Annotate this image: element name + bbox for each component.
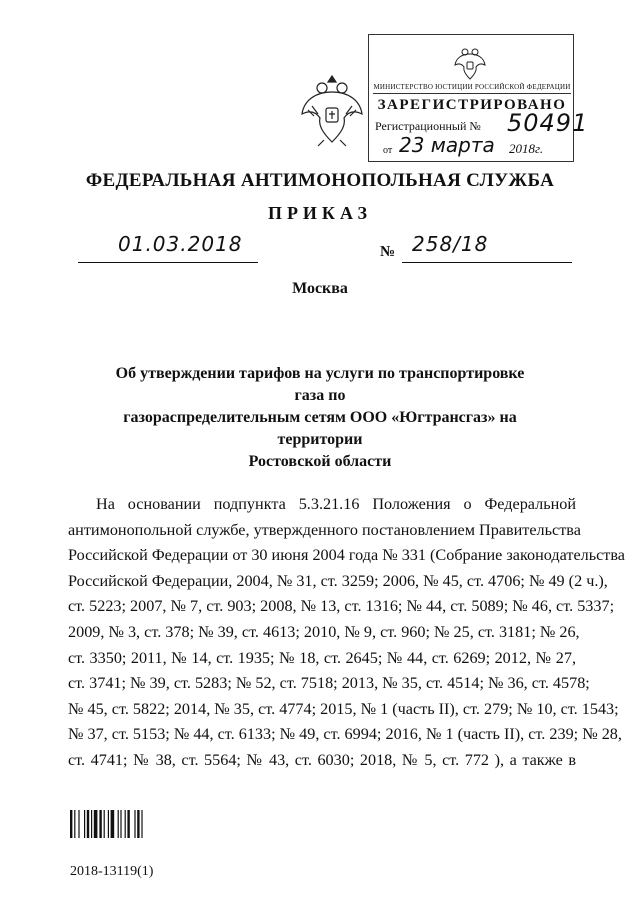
subject-line: Об утверждении тарифов на услуги по транспортировке газа по — [115, 365, 525, 404]
body-line: антимонопольной службе, утвержденного постановлением Правительства — [68, 520, 581, 539]
stamp-emblem-icon — [451, 43, 489, 83]
body-line: ст. 3350; 2011, № 14, ст. 1935; № 18, ст. 2645; № 44, ст. 6269; 2012, № 27, — [68, 648, 576, 667]
stamp-regyear: 2018г. — [509, 141, 544, 156]
stamp-regdate: 23 марта — [399, 133, 495, 157]
city: Москва — [292, 280, 348, 297]
subject-line: газораспределительным сетям ООО «Югтрансгаз» на территории — [123, 409, 517, 448]
body-line: № 37, ст. 5153; № 44, ст. 6133; № 49, ст. 6994; 2016, № 1 (часть II), ст. 239; № 28, — [68, 725, 622, 744]
document-date: 01.03.2018 — [118, 232, 243, 256]
agency-title: ФЕДЕРАЛЬНАЯ АНТИМОНОПОЛЬНАЯ СЛУЖБА — [85, 170, 555, 191]
body-line: № 45, ст. 5822; 2014, № 35, ст. 4774; 2015, № 1 (часть II), ст. 279; № 10, ст. 1543; — [68, 699, 619, 718]
body-line: ст. 5223; 2007, № 7, ст. 903; 2008, № 13, ст. 1316; № 44, ст. 5089; № 46, ст. 5337; — [68, 597, 615, 616]
body-line: Российской Федерации, 2004, № 31, ст. 3259; 2006, № 45, ст. 4706; № 49 (2 ч.), — [68, 571, 608, 590]
barcode — [70, 810, 170, 838]
registration-stamp — [368, 34, 589, 162]
document-subject — [108, 363, 532, 473]
body-line: ст. 3741; № 39, ст. 5283; № 52, ст. 7518; 2013, № 35, ст. 4514; № 36, ст. 4578; — [68, 674, 590, 693]
subject-line: Ростовской области — [248, 453, 392, 470]
number-sign: № — [380, 244, 396, 260]
stamp-from-label: от — [383, 145, 393, 156]
stamp-ministry: МИНИСТЕРСТВО ЮСТИЦИИ РОССИЙСКОЙ ФЕДЕРАЦИИ — [373, 83, 571, 94]
stamp-regnum: 50491 — [507, 109, 589, 137]
document-body — [68, 492, 625, 774]
body-line: 2009, № 3, ст. 378; № 39, ст. 4613; 2010, № 9, ст. 960; № 25, ст. 3181; № 26, — [68, 622, 580, 641]
document-number: 258/18 — [412, 232, 489, 256]
body-line: ст. 4741; № 38, ст. 5564; № 43, ст. 6030; 2018, № 5, ст. 772 ), а также в — [68, 750, 576, 769]
body-line: На основании подпункта 5.3.21.16 Положения о Федеральной — [96, 495, 576, 513]
stamp-registered: ЗАРЕГИСТРИРОВАНО — [377, 97, 567, 113]
stamp-regnum-label: Регистрационный № — [375, 119, 481, 133]
document-type: ПРИКАЗ — [267, 203, 373, 223]
document-code: 2018-13119(1) — [70, 864, 154, 879]
coat-of-arms-emblem — [296, 70, 368, 150]
body-line: Российской Федерации от 30 июня 2004 года № 331 (Собрание законодательства — [68, 546, 625, 565]
